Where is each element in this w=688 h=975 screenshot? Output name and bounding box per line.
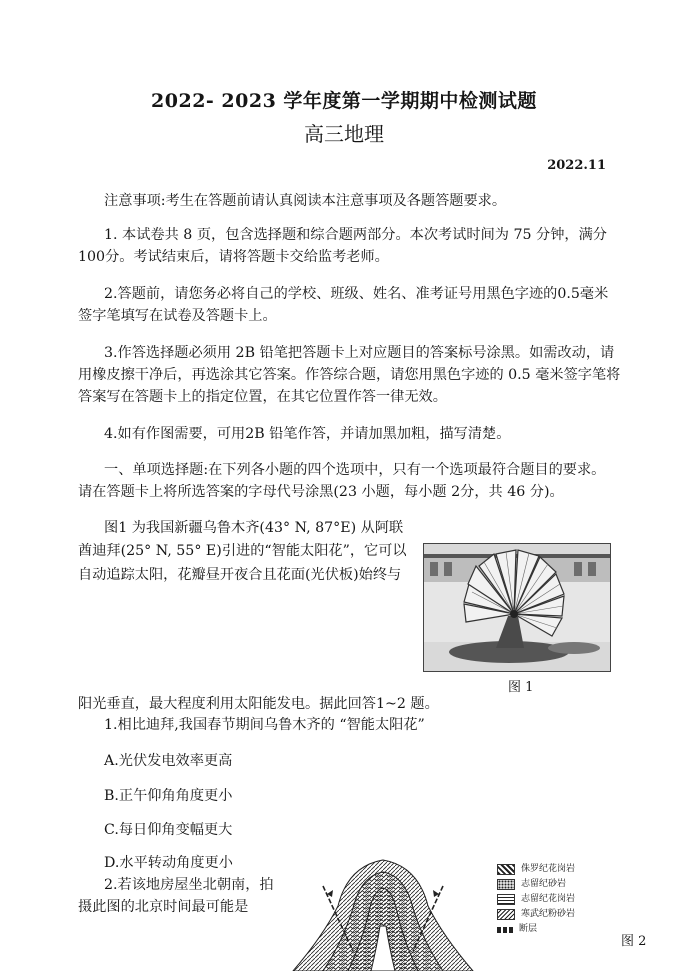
passage-line-4: 阳光垂直，最大程度利用太阳能发电。据此回答1~2 题。 xyxy=(78,696,439,712)
notice-item-4: 4.如有作图需要，可用2B 铅笔作答，并请加黑加粗，描写清楚。 xyxy=(104,426,511,442)
notice-item-3-line-1: 3.作答选择题必须用 2B 铅笔把答题卡上对应题目的答案标号涂黑。如需改动，请 xyxy=(104,345,615,361)
question-1-option-d: D.水平转动角度更小 xyxy=(104,855,233,871)
exam-title: 2022- 2023 学年度第一学期期中检测试题 xyxy=(151,90,537,112)
passage-line-2: 酋迪拜(25° N, 55° E)引进的“智能太阳花”，它可以 xyxy=(78,543,407,559)
exam-date: 2022.11 xyxy=(547,158,606,173)
figure-2-legend xyxy=(497,862,575,937)
section-1-line-2: 请在答题卡上将所选答案的字母代号涂黑(23 小题，每小题 2分，共 46 分)。 xyxy=(78,484,564,500)
sandstone-pattern-icon xyxy=(497,879,515,890)
notice-item-3-line-3: 答案写在答题卡上的指定位置，在其它位置作答一律无效。 xyxy=(78,389,447,405)
exam-subtitle: 高三地理 xyxy=(304,122,384,146)
granite-pattern-icon xyxy=(497,864,515,875)
question-2-line-1: 2.若该地房屋坐北朝南，拍 xyxy=(104,877,274,893)
geologic-structure-illustration xyxy=(283,846,483,971)
notice-item-1-line-2: 100分。考试结束后，请将答题卡交给监考老师。 xyxy=(78,249,389,265)
notice-item-2-line-1: 2.答题前，请您务必将自己的学校、班级、姓名、准考证号用黑色字迹的0.5毫米 xyxy=(104,286,609,302)
question-2-line-2: 摄此图的北京时间最可能是 xyxy=(78,899,249,915)
passage-line-3: 自动追踪太阳，花瓣昼开夜合且花面(光伏板)始终与 xyxy=(78,567,402,583)
notice-intro: 注意事项:考生在答题前请认真阅读本注意事项及各题答题要求。 xyxy=(104,193,507,209)
figure-1-photo xyxy=(423,543,611,672)
legend-item-fault: 断层 xyxy=(497,922,575,937)
solar-flower-illustration xyxy=(424,544,610,671)
legend-item-cambrian-siltstone: 寒武纪粉砂岩 xyxy=(497,907,575,922)
granite-wave-pattern-icon xyxy=(497,894,515,905)
fault-line-icon xyxy=(497,927,513,933)
figure-1-caption: 图 1 xyxy=(508,680,534,695)
question-1-stem: 1.相比迪拜,我国春节期间乌鲁木齐的 “智能太阳花” xyxy=(104,717,425,733)
notice-item-1-line-1: 1. 本试卷共 8 页，包含选择题和综合题两部分。本次考试时间为 75 分钟，满分 xyxy=(104,227,607,243)
question-1-option-c: C.每日仰角变幅更大 xyxy=(104,822,233,838)
section-1-line-1: 一、单项选择题:在下列各小题的四个选项中，只有一个选项最符合题目的要求。 xyxy=(104,462,606,478)
figure-2-caption: 图 2 xyxy=(621,934,647,949)
notice-item-3-line-2: 用橡皮擦干净后，再选涂其它答案。作答综合题，请您用黑色字迹的 0.5 毫米签字笔将 xyxy=(78,367,621,383)
question-1-option-a: A.光伏发电效率更高 xyxy=(104,753,233,769)
legend-item-jurassic-granite: 侏罗纪花岗岩 xyxy=(497,862,575,877)
passage-line-1: 图1 为我国新疆乌鲁木齐(43° N, 87°E) 从阿联 xyxy=(104,520,404,536)
legend-item-silurian-sandstone: 志留纪砂岩 xyxy=(497,877,575,892)
legend-item-silurian-granite: 志留纪花岗岩 xyxy=(497,892,575,907)
siltstone-pattern-icon xyxy=(497,909,515,920)
figure-2-geologic-map xyxy=(283,846,483,971)
notice-item-2-line-2: 签字笔填写在试卷及答题卡上。 xyxy=(78,308,277,324)
question-1-option-b: B.正午仰角角度更小 xyxy=(104,788,233,804)
